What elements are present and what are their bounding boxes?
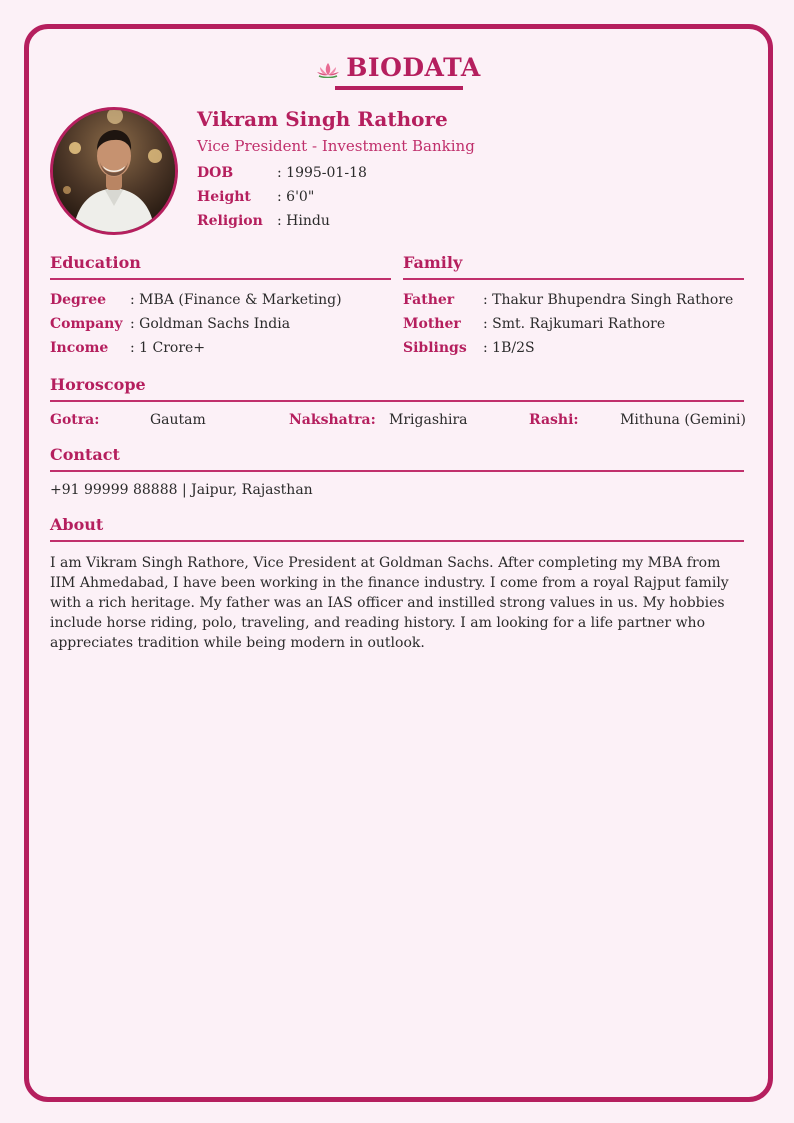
horoscope-title: Horoscope <box>50 375 146 394</box>
horoscope-rashi-label <box>529 412 579 428</box>
detail-label: Religion <box>197 213 263 229</box>
detail-value: : 6'0" <box>277 189 315 205</box>
header-title-wrap <box>316 53 480 82</box>
profile-role: Vice President - Investment Banking <box>197 137 475 155</box>
biodata-card <box>24 24 773 1102</box>
horoscope-divider <box>50 400 744 402</box>
header <box>29 53 768 90</box>
about-title: About <box>50 515 104 534</box>
family-title: Family <box>403 253 463 272</box>
about-paragraph: I am Vikram Singh Rathore, Vice President at Goldman Sachs. After completing my MBA from IIM Ahmedabad, I have been working in the finance industry. I come from a royal Rajput family with a rich heritage. My father was an IAS officer and instilled strong values in us. My hobbies include horse riding, polo, traveling, and reading history. I am looking for a life partner who appreciates tradition while being modern in outlook. <box>50 555 729 651</box>
title-underline <box>335 86 463 90</box>
row-value: : 1 Crore+ <box>130 340 206 356</box>
family-divider <box>403 278 744 280</box>
horoscope-gotra-value <box>150 412 206 428</box>
horoscope-label: Gotra: <box>50 412 100 428</box>
detail-label: DOB <box>197 165 234 181</box>
detail-religion <box>197 213 330 229</box>
education-divider <box>50 278 391 280</box>
horoscope-label: Rashi: <box>529 412 579 428</box>
contact-details: +91 99999 88888 | Jaipur, Rajasthan <box>50 482 313 498</box>
education-title: Education <box>50 253 141 272</box>
detail-value: : 1995-01-18 <box>277 165 367 181</box>
detail-height <box>197 189 314 205</box>
row-value: : Thakur Bhupendra Singh Rathore <box>483 292 734 308</box>
row-label: Degree <box>50 292 107 308</box>
education-row-income <box>50 340 205 356</box>
row-value: : 1B/2S <box>483 340 535 356</box>
row-label: Income <box>50 340 109 356</box>
row-value: : MBA (Finance & Marketing) <box>130 292 342 308</box>
contact-divider <box>50 470 744 472</box>
about-divider <box>50 540 744 542</box>
profile-section <box>50 107 750 237</box>
row-value: : Goldman Sachs India <box>130 316 291 332</box>
row-label: Mother <box>403 316 461 332</box>
row-label: Siblings <box>403 340 467 356</box>
portrait-image <box>53 110 175 232</box>
row-label: Company <box>50 316 123 332</box>
horoscope-label: Nakshatra: <box>289 412 376 428</box>
detail-value: : Hindu <box>277 213 330 229</box>
page-title: BIODATA <box>346 53 481 82</box>
horoscope-nakshatra-label <box>289 412 376 428</box>
family-row-siblings <box>403 340 535 356</box>
education-row-degree <box>50 292 342 308</box>
education-row-company <box>50 316 290 332</box>
contact-title: Contact <box>50 445 120 464</box>
detail-dob <box>197 165 367 181</box>
family-row-father <box>403 292 733 308</box>
horoscope-value: Mrigashira <box>389 412 468 428</box>
row-value: : Smt. Rajkumari Rathore <box>483 316 666 332</box>
horoscope-nakshatra-value <box>389 412 468 428</box>
horoscope-gotra-label <box>50 412 99 428</box>
profile-photo <box>50 107 178 235</box>
detail-label: Height <box>197 189 251 205</box>
lotus-icon <box>316 62 340 78</box>
horoscope-value: Gautam <box>150 412 206 428</box>
row-label: Father <box>403 292 455 308</box>
horoscope-value: Mithuna (Gemini) <box>620 412 746 428</box>
profile-name: Vikram Singh Rathore <box>197 107 448 131</box>
horoscope-rashi-value <box>620 412 746 428</box>
family-row-mother <box>403 316 665 332</box>
